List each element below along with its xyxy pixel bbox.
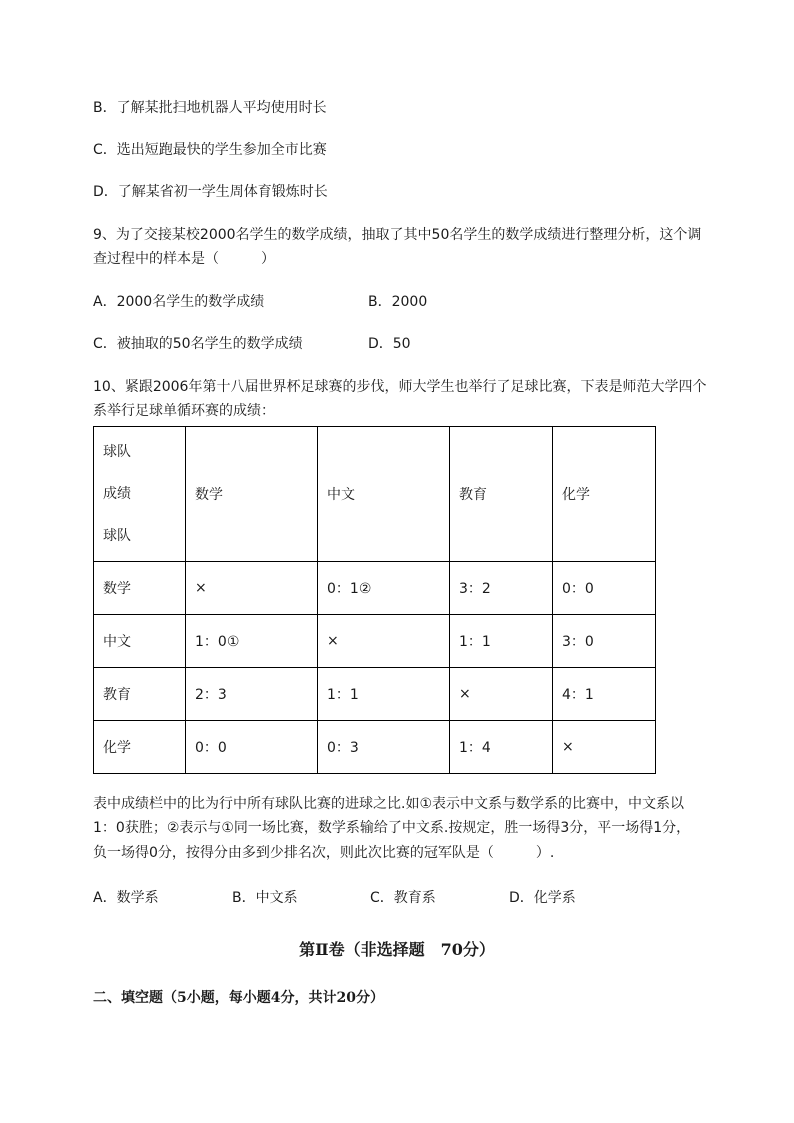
column-header: 中文 bbox=[318, 427, 450, 562]
table-cell: × bbox=[450, 668, 553, 721]
table-cell: 0：0 bbox=[553, 562, 656, 615]
table-cell: 4：1 bbox=[553, 668, 656, 721]
q10-note-line-1: 表中成绩栏中的比为行中所有球队比赛的进球之比.如①表示中文系与数学系的比赛中，中文系以 bbox=[93, 796, 684, 812]
table-row bbox=[94, 615, 656, 668]
q9-option-a: A．2000名学生的数学成绩 bbox=[93, 294, 265, 310]
q9-option-c: C．被抽取的50名学生的数学成绩 bbox=[93, 336, 303, 352]
q8-option-c: C．选出短跑最快的学生参加全市比赛 bbox=[93, 142, 327, 158]
table-row bbox=[94, 721, 656, 774]
table-cell: 0：1② bbox=[318, 562, 450, 615]
q10-option-b: B．中文系 bbox=[232, 890, 298, 906]
table-cell: × bbox=[318, 615, 450, 668]
q9-option-d: D．50 bbox=[368, 336, 411, 352]
row-header: 化学 bbox=[94, 721, 186, 774]
column-header: 化学 bbox=[553, 427, 656, 562]
column-header: 数学 bbox=[186, 427, 318, 562]
corner-label-team-top: 球队 bbox=[103, 444, 131, 460]
corner-label-team-left: 球队 bbox=[103, 528, 131, 544]
q9-stem-line-1: 9、为了交接某校2000名学生的数学成绩，抽取了其中50名学生的数学成绩进行整理分析，这个调 bbox=[93, 227, 702, 243]
table-cell: 1：0① bbox=[186, 615, 318, 668]
q10-stem-line-2: 系举行足球单循环赛的成绩： bbox=[93, 403, 275, 419]
section-fill-in-blanks-title: 二、填空题（5小题，每小题4分，共计20分） bbox=[93, 990, 384, 1006]
score-table bbox=[93, 426, 656, 774]
q9-stem-line-2: 查过程中的样本是（ ） bbox=[93, 251, 275, 267]
q10-stem-line-1: 10、紧跟2006年第十八届世界杯足球赛的步伐，师大学生也举行了足球比赛，下表是师范大学四个 bbox=[93, 379, 707, 395]
table-header-row bbox=[94, 427, 656, 562]
q8-option-b: B．了解某批扫地机器人平均使用时长 bbox=[93, 100, 327, 116]
table-corner-cell bbox=[94, 427, 186, 562]
table-cell: 1：4 bbox=[450, 721, 553, 774]
q8-option-d: D．了解某省初一学生周体育锻炼时长 bbox=[93, 184, 328, 200]
column-header: 教育 bbox=[450, 427, 553, 562]
table-cell: 3：2 bbox=[450, 562, 553, 615]
q10-option-d: D．化学系 bbox=[509, 890, 576, 906]
table-cell: 1：1 bbox=[450, 615, 553, 668]
table-cell: 3：0 bbox=[553, 615, 656, 668]
q9-option-b: B．2000 bbox=[368, 294, 428, 310]
q10-note-line-3: 负一场得0分，按得分由多到少排名次，则此次比赛的冠军队是（ ）. bbox=[93, 845, 555, 861]
table-row bbox=[94, 668, 656, 721]
part-2-title: 第Ⅱ卷（非选择题 70分） bbox=[299, 940, 495, 959]
table-cell: × bbox=[186, 562, 318, 615]
row-header: 教育 bbox=[94, 668, 186, 721]
q10-option-c: C．教育系 bbox=[370, 890, 436, 906]
table-cell: × bbox=[553, 721, 656, 774]
table-row bbox=[94, 562, 656, 615]
q10-note-line-2: 1：0获胜；②表示与①同一场比赛，数学系输给了中文系.按规定，胜一场得3分，平一场得1分， bbox=[93, 820, 691, 836]
table-cell: 1：1 bbox=[318, 668, 450, 721]
q10-option-a: A．数学系 bbox=[93, 890, 159, 906]
table-cell: 2：3 bbox=[186, 668, 318, 721]
corner-label-score: 成绩 bbox=[103, 486, 131, 502]
table-cell: 0：3 bbox=[318, 721, 450, 774]
row-header: 数学 bbox=[94, 562, 186, 615]
row-header: 中文 bbox=[94, 615, 186, 668]
table-cell: 0：0 bbox=[186, 721, 318, 774]
